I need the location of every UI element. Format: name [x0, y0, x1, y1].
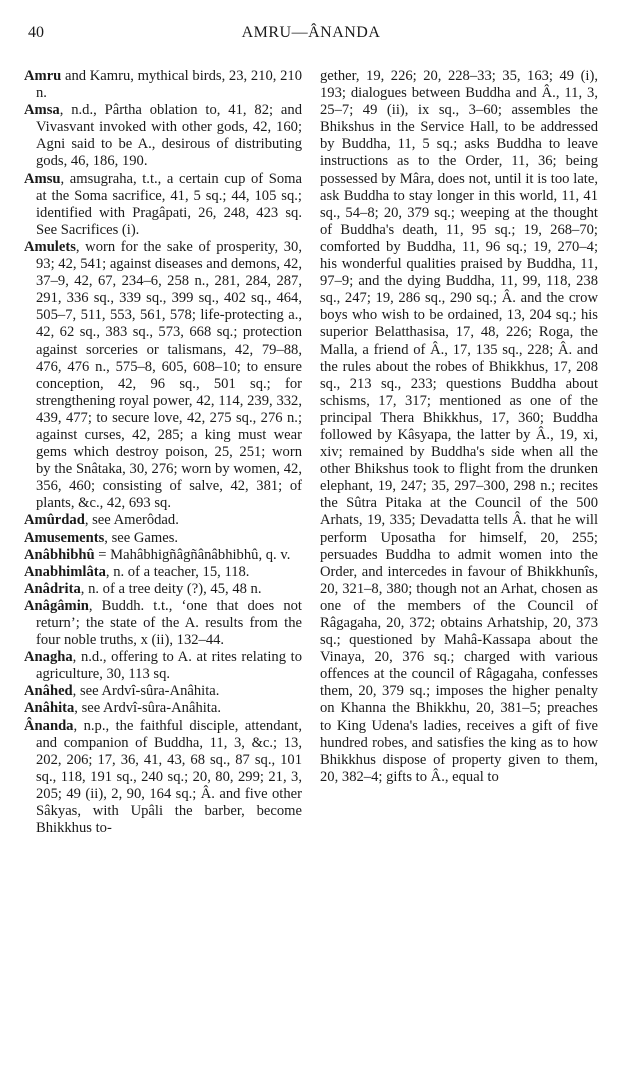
entry-text: = Mahâbhigñâgñânâbhibhû, q. v.	[94, 546, 291, 563]
index-entry	[24, 598, 302, 649]
entry-headword: Anâgâmin	[24, 597, 89, 614]
index-entry	[24, 683, 302, 700]
index-entry	[24, 649, 302, 683]
index-entry	[24, 547, 302, 564]
entry-headword: Anabhimlâta	[24, 563, 106, 580]
entry-text: , see Amerôdad.	[84, 512, 179, 529]
running-head: AMRU—ÂNANDA	[241, 24, 381, 41]
index-entry	[24, 239, 302, 513]
index-entry	[24, 68, 302, 102]
entry-headword: Amûrdad	[24, 512, 85, 529]
entry-headword: Amsa	[24, 102, 60, 119]
entry-headword: Amulets	[24, 238, 76, 255]
entry-text: , Buddh. t.t., ‘one that does not return’; the state of the A. results from the four noble truths, x (ii), 132–44.	[36, 597, 302, 649]
entry-text: and Kamru, mythical birds, 23, 210, 210 n.	[36, 68, 302, 102]
entry-headword: Amru	[24, 68, 62, 84]
entry-headword: Amsu	[24, 170, 61, 187]
index-entry	[24, 171, 302, 239]
index-entry	[320, 68, 598, 786]
entry-text: , see Ardvî-sûra-Anâhita.	[72, 683, 220, 700]
entry-text: , n. of a teacher, 15, 118.	[105, 563, 250, 580]
page-number: 40	[28, 24, 44, 41]
left-column	[24, 68, 302, 837]
index-entry	[24, 530, 302, 547]
index-columns	[24, 68, 598, 837]
index-entry	[24, 700, 302, 717]
entry-headword: Anâdrita	[24, 580, 81, 597]
entry-headword: Anâhita	[24, 700, 75, 717]
entry-text: , n.d., offering to A. at rites relating to agriculture, 30, 113 sq.	[36, 649, 302, 683]
index-entry	[24, 718, 302, 838]
index-entry	[24, 581, 302, 598]
index-entry	[24, 564, 302, 581]
entry-headword: Anâbhibhû	[24, 546, 95, 563]
index-entry	[24, 512, 302, 529]
entry-text: , n. of a tree deity (?), 45, 48 n.	[80, 580, 262, 597]
entry-text: , n.p., the faithful disciple, attendant, and companion of Buddha, 11, 3, &c.; 13, 202, 206; 17, 36, 41, 43, 68 sq., 87 sq., 101 sq., 118, 191 sq., 240 sq.; 20, 80, 299; 21, 3, 205; 49 (ii), 2, 90, 164 sq.; Â. and five other Sâkyas, with Upâli the barber, become Bhikkhus to-	[36, 717, 302, 837]
entry-text: gether, 19, 226; 20, 228–33; 35, 163; 49 (i), 193; dialogues between Buddha and Â., 11, 3, 25–7; 49 (ii), ix sq., 3–60; assembles the Bhikshus in the Service Hall, to be addressed by Buddha, 11, 5 sq.; asks Buddha to leave instructions as to the Order, 11, 36; being possessed by Mâra, does not, until it is too late, ask Buddha to stay longer in this world, 11, 41 sq., 54–8; 20, 379 sq.; weeping at the thought of Buddha's death, 11, 95 sq.; 19, 268–70; comforted by Buddha, 11, 96 sq.; 19, 270–4; his wonderful qualities praised by Buddha, 11, 97–9; and the dying Buddha, 11, 99, 118, 238 sq., 247; 19, 286 sq., 290 sq.; Â. and the crow boys who wish to be ordained, 13, 204 sq.; his superior Belatthasisa, 17, 48, 226; Roga, the Malla, a friend of Â., 17, 135 sq., 228; Â. and the rules about the robes of Bhikkhus, 17, 208 sq., 213 sq., 233; questions Buddha about schisms, 17, 317; mentioned as one of the principal Thera Bhikkhus, 17, 360; Buddha followed by Kâsyapa, the latter by Â., 19, xi, xiv; remained by Buddha's side when all the other Bhikshus took to flight from the drunken elephant, 19, 247; 35, 297–300, 298 n.; recites the Sûtra Pitaka at the Council of the 500 Arhats, 19, 335; Devadatta tells Â. that he will perform Uposatha for himself, 20, 255; persuades Buddha to admit women into the Order, and intercedes in favour of Bhikkhunîs, 20, 321–8, 380; though not an Arhat, chosen as one of the members of the Council of Râgagaha, 20, 372; obtains Arhatship, 20, 373 sq.; questioned by Mahâ-Kassapa about the Vinaya, 20, 376 sq.; charged with various offences at the council of Râgagaha, confesses them, 20, 379 sq.; imposes the higher penalty on Khanna the Bhikkhu, 20, 381–5; preaches to King Udena's ladies, receives a gift of five hundred robes, and satisfies the king as to how Bhikkhus dispose of property given to them, 20, 382–4; gifts to Â., equal to	[320, 68, 598, 785]
index-entry	[24, 102, 302, 170]
entry-headword: Anagha	[24, 649, 73, 666]
entry-text: , see Games.	[104, 529, 179, 546]
entry-text: , worn for the sake of prosperity, 30, 93; 42, 541; against diseases and demons, 42, 37–9, 42, 67, 234–6, 258 n., 281, 284, 287, 291, 336 sq., 339 sq., 399 sq., 402 sq., 464, 505–7, 511, 553, 561, 578; life-protecting a., 42, 62 sq., 383 sq., 573, 668 sq.; protection against sorceries or talismans, 42, 79–88, 476, 476 n., 575–8, 605, 608–10; to ensure conception, 42, 96 sq., 501 sq.; for strengthening royal power, 42, 114, 239, 332, 439, 477; to secure love, 42, 275 sq., 276 n.; against curses, 42, 285; a king must wear gems which destroy poison, 25, 251; worn by the Snâtaka, 30, 276; worn by women, 42, 356, 460; consisting of salve, 42, 381; of plants, &c., 42, 693 sq.	[36, 238, 302, 512]
entry-headword: Ânanda	[24, 717, 74, 734]
entry-text: , n.d., Pârtha oblation to, 41, 82; and Vivasvant invoked with other gods, 42, 160; Agni said to be A., desirous of distributing gods, 46, 186, 190.	[36, 102, 302, 170]
entry-headword: Anâhed	[24, 683, 73, 700]
entry-text: , see Ardvî-sûra-Anâhita.	[74, 700, 221, 717]
entry-headword: Amusements	[24, 529, 105, 546]
page-header	[24, 18, 598, 44]
entry-text: , amsugraha, t.t., a certain cup of Soma at the Soma sacrifice, 41, 5 sq.; 44, 105 sq.; identified with Pragâpati, 26, 248, 423 sq. See Sacrifices (i).	[36, 170, 302, 238]
right-column	[320, 68, 598, 837]
